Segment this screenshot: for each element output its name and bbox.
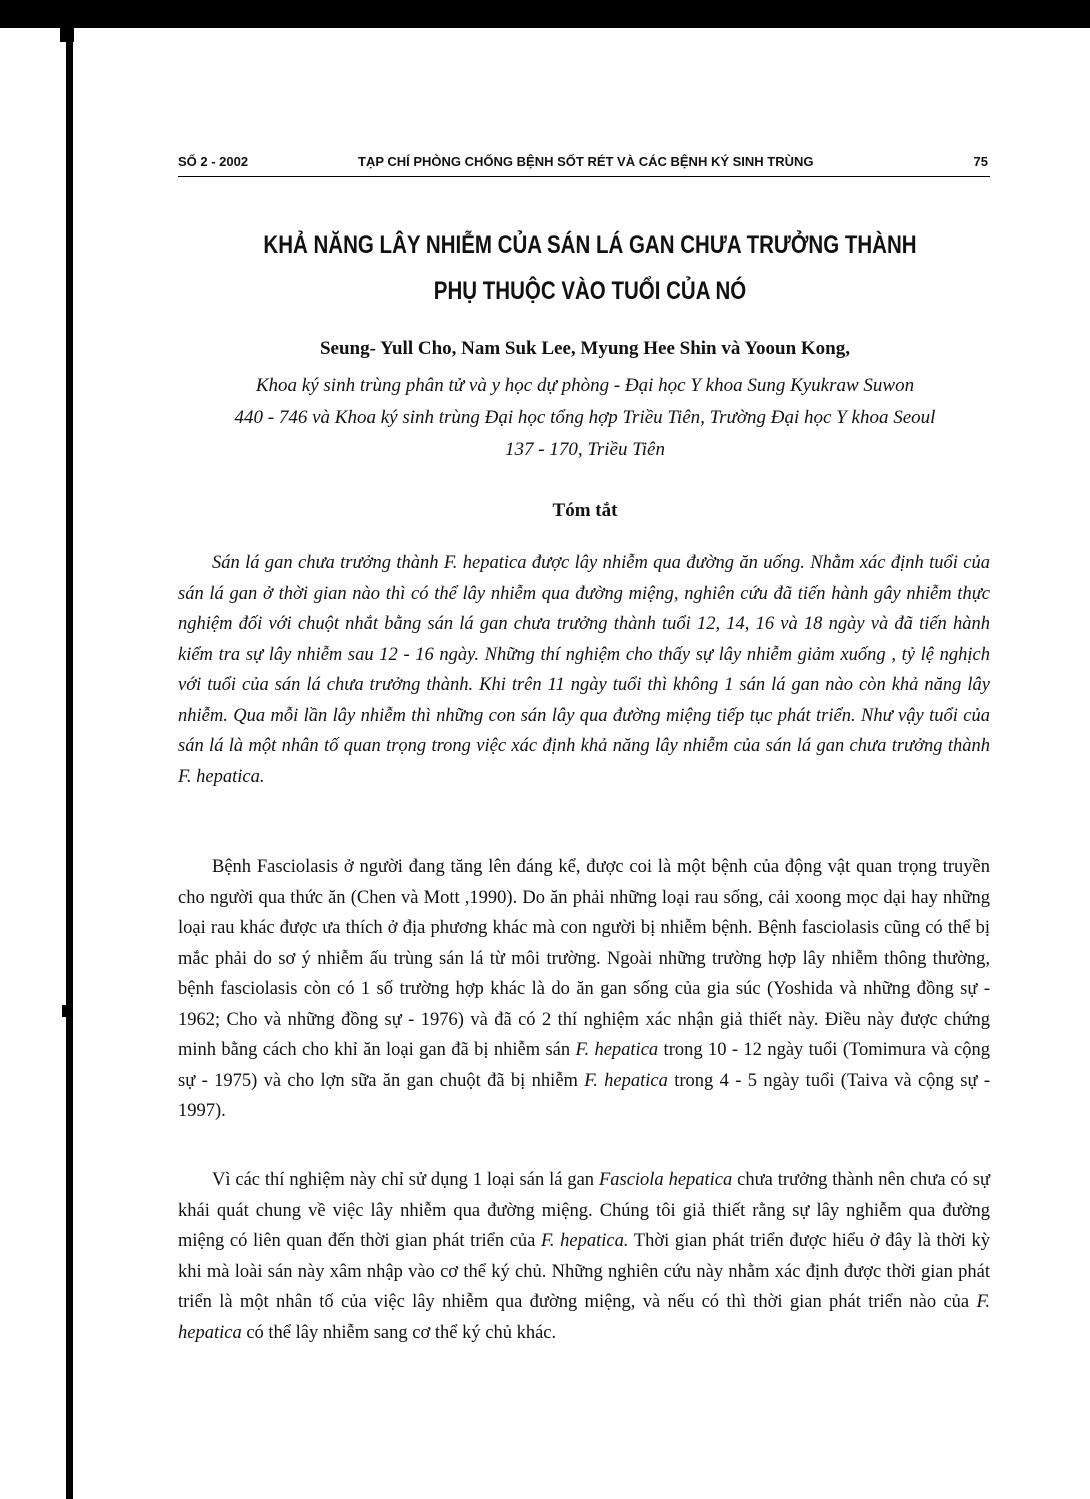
article-title [237, 222, 942, 314]
species-name: Fasciola hepatica [598, 1170, 733, 1190]
binding-mark [62, 1005, 72, 1017]
paragraph-text: trong 4 - 5 ngày tuổi (Taiva và cộng sự - 1997). [178, 1070, 991, 1121]
affiliation-line: 440 - 746 và Khoa ký sinh trùng Đại học tổng hợp Triều Tiên, Trường Đại học Y khoa Seoul [234, 407, 936, 428]
running-header [178, 150, 990, 177]
scan-binding-edge [66, 28, 73, 1499]
journal-name: TẠP CHÍ PHÒNG CHỐNG BỆNH SỐT RÉT VÀ CÁC BỆNH KÝ SINH TRÙNG [358, 154, 814, 169]
paragraph-text: Bệnh Fasciolasis ở người đang tăng lên đáng kể, được coi là một bệnh của động vật quan trọng truyền cho người qua thức ăn (Chen và Mott ,1990). Do ăn phải những loại rau sống, cải xoong mọc dại hay những loại rau khác được ưa thích ở địa phương khác mà con người bị nhiễm bệnh. Bệnh fasciolasis cũng có thể bị mắc phải do sơ ý nhiễm ấu trùng sán lá từ môi trường. Ngoài những trường hợp lây nhiễm thông thường, bệnh fasciolasis còn có 1 số trường hợp khác là do ăn gan sống của gia súc (Yoshida và những đồng sự - 1962; Cho và những đồng sự - 1976) và đã có 2 thí nghiệm xác nhận giả thiết này. Điều này được chứng minh bằng cách cho khỉ ăn loại gan đã bị nhiễm sán [178, 857, 990, 1060]
species-name: F. hepatica [575, 1040, 659, 1060]
paragraph-text: Vì các thí nghiệm này chỉ sử dụng 1 loại sán lá gan [212, 1170, 599, 1190]
affiliation-line: 137 - 170, Triều Tiên [505, 439, 665, 460]
page-number: 75 [973, 154, 988, 169]
paragraph-text: trong 10 - 12 ngày tuổi (Tomimura và cộng sự - 1975) và cho lợn sữa ăn gan chuột đã bị nhiễm [178, 1040, 990, 1091]
affiliation [180, 370, 990, 466]
body-paragraph [178, 1165, 990, 1348]
scan-top-border [0, 0, 1090, 28]
species-name: F. hepatica [584, 1070, 668, 1091]
title-line: KHẢ NĂNG LÂY NHIỄM CỦA SÁN LÁ GAN CHƯA TRƯỞNG THÀNH [263, 231, 917, 259]
paragraph-text: Thời gian phát triển được hiểu ở đây là thời kỳ khi mà loài sán này xâm nhập vào cơ thể ký chủ. Những nghiên cứu này nhằm xác định được thời gian phát triển là một nhân tố của việc lây nhiễm qua đường miệng, và nếu có thì thời gian phát triển nào của [178, 1231, 990, 1312]
title-line: PHỤ THUỘC VÀO TUỔI CỦA NÓ [433, 277, 747, 305]
author-list: Seung- Yull Cho, Nam Suk Lee, Myung Hee Shin và Yooun Kong, [319, 338, 850, 359]
paragraph-text: chưa trưởng thành nên chưa có sự khái quát chung về việc lây nhiễm qua đường miệng. Chúng tôi giả thiết rằng sự lây nghiễm qua đường miệng có liên quan đến thời gian phát triển của [178, 1170, 990, 1251]
species-name: F. hepatica. [541, 1231, 629, 1251]
paragraph-text: có thể lây nhiễm sang cơ thể ký chủ khác. [241, 1322, 557, 1343]
affiliation-line: Khoa ký sinh trùng phân tử và y học dự phòng - Đại học Y khoa Sung Kyukraw Suwon [255, 375, 915, 396]
species-name: F. hepatica [178, 1292, 990, 1343]
issue-number: SỐ 2 - 2002 [178, 154, 249, 169]
abstract-text: Sán lá gan chưa trưởng thành F. hepatica được lây nhiễm qua đường ăn uống. Nhằm xác định tuổi của sán lá gan ở thời gian nào thì có thể lây nhiễm qua đường miệng, nghiên cứu đã tiến hành gây nhiễm thực nghiệm đối với chuột nhắt bằng sán lá gan chưa trưởng thành tuổi 12, 14, 16 và 18 ngày và đã tiến hành kiểm tra sự lây nhiễm sau 12 - 16 ngày. Những thí nghiệm cho thấy sự lây nhiễm giảm xuống , tỷ lệ nghịch với tuổi của sán lá chưa trưởng thành. Khi trên 11 ngày tuổi thì không 1 sán lá gan nào còn khả năng lây nhiễm. Qua mỗi lần lây nhiễm thì những con sán lây qua đường miệng tiếp tục phát triển. Như vậy tuổi của sán lá là một nhân tố quan trọng trong việc xác định khả năng lây nhiễm của sán lá gan chưa trưởng thành F. hepatica. [178, 553, 990, 787]
body-paragraph [178, 852, 990, 1127]
abstract-heading: Tóm tắt [552, 500, 618, 521]
